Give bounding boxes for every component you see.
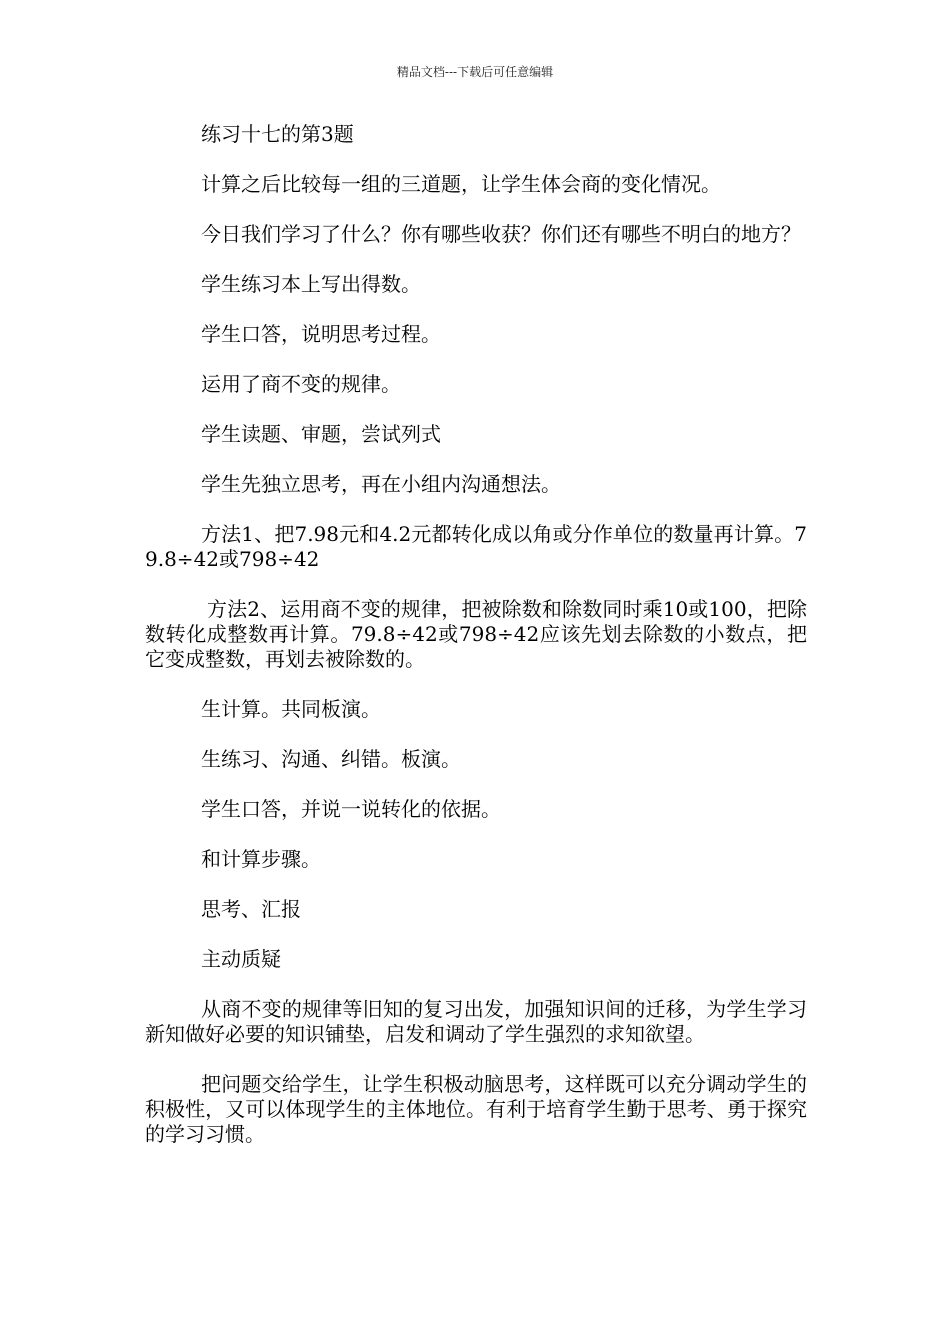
paragraph-calc-steps: 和计算步骤。	[201, 847, 321, 871]
paragraph-review-rationale: 从商不变的规律等旧知的复习出发，加强知识间的迁移，为学生学习新知做好必要的知识铺垫，启发和调动了学生强烈的求知欲望。	[145, 997, 807, 1046]
paragraph-question: 主动质疑	[201, 947, 281, 971]
page-header: 精品文档---下载后可任意编辑	[396, 65, 554, 79]
paragraph-independent-thinking: 学生先独立思考，再在小组内沟通想法。	[201, 472, 561, 496]
paragraph-exercise-title: 练习十七的第3题	[201, 122, 354, 146]
paragraph-oral-answer: 学生口答，说明思考过程。	[201, 322, 441, 346]
paragraph-write-answers: 学生练习本上写出得数。	[201, 272, 421, 296]
paragraph-practice: 生练习、沟通、纠错。板演。	[201, 747, 461, 771]
paragraph-student-centered: 把问题交给学生，让学生积极动脑思考，这样既可以充分调动学生的积极性，又可以体现学生的主体地位。有利于培育学生勤于思考、勇于探究的学习习惯。	[145, 1072, 807, 1146]
paragraph-compare: 计算之后比较每一组的三道题，让学生体会商的变化情况。	[201, 172, 721, 196]
paragraph-read-problem: 学生读题、审题，尝试列式	[201, 422, 441, 446]
document-body	[145, 122, 807, 1172]
paragraph-method-2: 方法2、运用商不变的规律，把被除数和除数同时乘10或100，把除数转化成整数再计算。79.8÷42或798÷42应该先划去除数的小数点，把它变成整数，再划去被除数的。	[145, 597, 807, 671]
paragraph-method-1: 方法1、把7.98元和4.2元都转化成以角或分作单位的数量再计算。79.8÷42或798÷42	[145, 522, 807, 571]
paragraph-calculate-board: 生计算。共同板演。	[201, 697, 381, 721]
paragraph-summary-question: 今日我们学习了什么？你有哪些收获？你们还有哪些不明白的地方？	[201, 222, 801, 246]
paragraph-explain-basis: 学生口答，并说一说转化的依据。	[201, 797, 501, 821]
paragraph-think-report: 思考、汇报	[201, 897, 301, 921]
paragraph-rule-applied: 运用了商不变的规律。	[201, 372, 401, 396]
